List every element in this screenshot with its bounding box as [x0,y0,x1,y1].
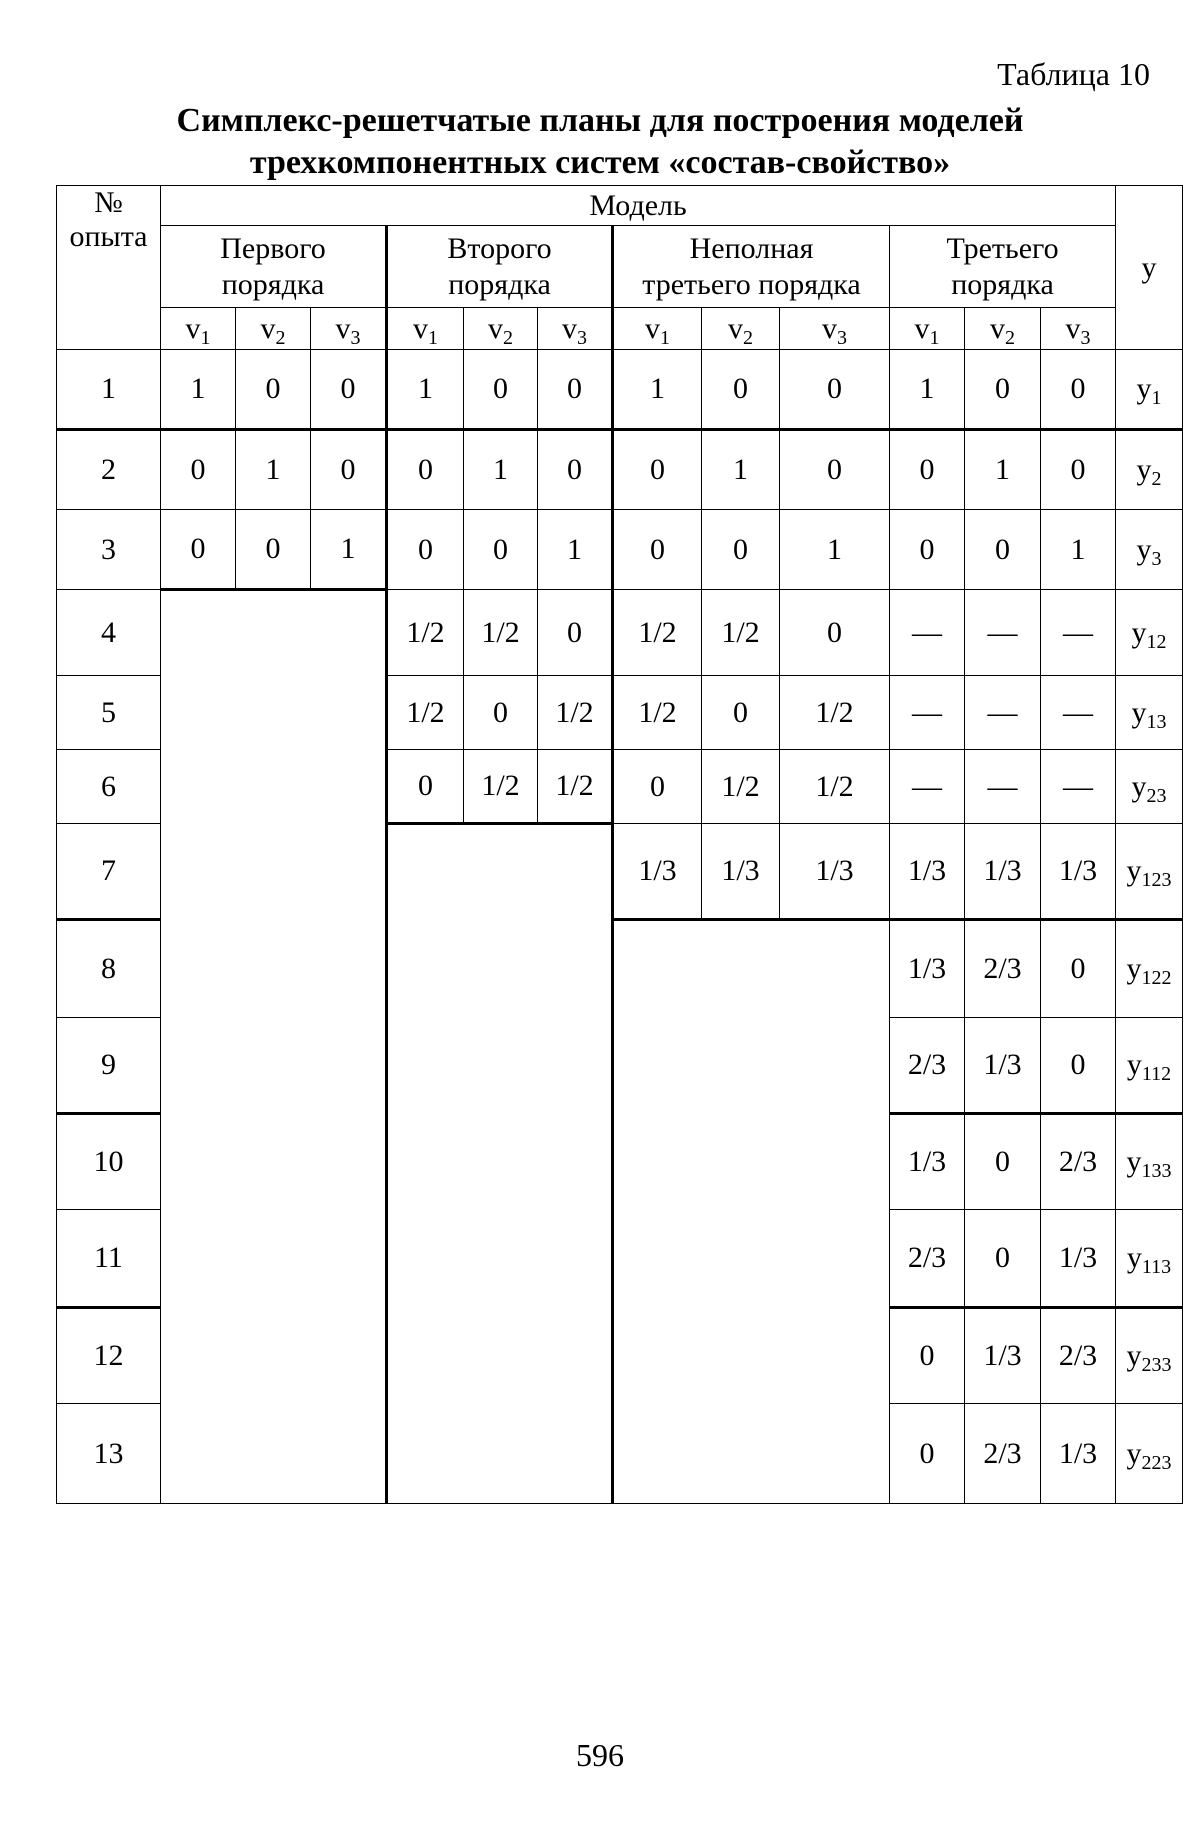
cell-g4-v3: 1/3 [1041,1404,1116,1504]
cell-g4-v1: 0 [890,1404,965,1504]
cell-g1-v2: 1 [236,430,311,510]
response-y: $y_{113}$ [1116,1210,1183,1308]
row-number: 12 [57,1308,161,1404]
cell-g1-v2: 0 [236,510,311,590]
cell-g4-v2: 2/3 [965,1404,1041,1504]
header-var-g1-v3: $v_3$ [311,308,387,350]
cell-g4-v2: 0 [965,1210,1041,1308]
row-number: 7 [57,824,161,920]
cell-g2-v2: 1/2 [464,590,538,676]
cell-g3-v3: 0 [780,590,890,676]
header-group-1: Первого порядка [161,226,387,308]
header-num: № опыта [57,186,161,350]
header-group-2: Второго порядка [387,226,613,308]
header-group-3: Неполная третьего порядка [613,226,890,308]
header-var-g3-v1: $v_1$ [613,308,702,350]
cell-g4-v1: 1 [890,350,965,430]
response-y: $y_{122}$ [1116,920,1183,1018]
cell-g2-v2: 1 [464,430,538,510]
response-y: $y_3$ [1116,510,1183,590]
response-y: $y_{123}$ [1116,824,1183,920]
cell-g4-v1: 1/3 [890,824,965,920]
table-row [57,590,1183,676]
cell-g2-v2: 1/2 [464,750,538,824]
cell-g3-v3: 1 [780,510,890,590]
cell-g2-v3: 1 [538,510,613,590]
row-number: 11 [57,1210,161,1308]
row-number: 3 [57,510,161,590]
row-number: 13 [57,1404,161,1504]
cell-g4-v3: 2/3 [1041,1308,1116,1404]
response-y: $y_2$ [1116,430,1183,510]
empty-region-incomplete-third-order [613,920,890,1504]
cell-g4-v2: 0 [965,1114,1041,1210]
cell-g4-v2: — [965,676,1041,750]
title-line-1: Симплекс-решетчатые планы для построения моделей [176,102,1024,139]
cell-g1-v3: 0 [311,350,387,430]
cell-g2-v1: 0 [387,430,464,510]
cell-g3-v3: 0 [780,430,890,510]
cell-g2-v1: 0 [387,750,464,824]
row-number: 5 [57,676,161,750]
cell-g4-v1: — [890,590,965,676]
response-y: $y_{133}$ [1116,1114,1183,1210]
cell-g4-v2: 2/3 [965,920,1041,1018]
cell-g4-v1: — [890,676,965,750]
cell-g4-v1: 0 [890,510,965,590]
table-row [57,430,1183,510]
cell-g4-v3: 0 [1041,430,1116,510]
response-y: $y_{223}$ [1116,1404,1183,1504]
cell-g3-v2: 0 [702,510,780,590]
header-var-g2-v2: $v_2$ [464,308,538,350]
cell-g4-v2: — [965,750,1041,824]
cell-g2-v1: 0 [387,510,464,590]
cell-g3-v2: 1/2 [702,750,780,824]
cell-g3-v2: 1/3 [702,824,780,920]
cell-g3-v2: 0 [702,676,780,750]
header-var-g1-v1: $v_1$ [161,308,236,350]
cell-g2-v2: 0 [464,676,538,750]
cell-g4-v1: 2/3 [890,1210,965,1308]
cell-g3-v1: 1/3 [613,824,702,920]
cell-g4-v3: — [1041,590,1116,676]
cell-g4-v1: 0 [890,1308,965,1404]
cell-g3-v1: 1/2 [613,676,702,750]
cell-g4-v3: — [1041,750,1116,824]
header-group-4: Третьего порядка [890,226,1116,308]
cell-g3-v1: 0 [613,510,702,590]
cell-g1-v3: 1 [311,510,387,590]
response-y: $y_{112}$ [1116,1018,1183,1114]
cell-g4-v2: 1/3 [965,1018,1041,1114]
cell-g4-v3: 1/3 [1041,824,1116,920]
header-var-g1-v2: $v_2$ [236,308,311,350]
cell-g4-v3: 0 [1041,1018,1116,1114]
table-caption: Таблица 10 [997,56,1150,92]
table-row [57,510,1183,590]
header-var-g4-v1: $v_1$ [890,308,965,350]
cell-g4-v3: 2/3 [1041,1114,1116,1210]
cell-g2-v2: 0 [464,350,538,430]
cell-g4-v3: 0 [1041,350,1116,430]
row-number: 10 [57,1114,161,1210]
row-number: 8 [57,920,161,1018]
row-number: 6 [57,750,161,824]
cell-g3-v2: 0 [702,350,780,430]
cell-g2-v3: 0 [538,350,613,430]
cell-g3-v3: 1/3 [780,824,890,920]
cell-g4-v1: 1/3 [890,920,965,1018]
cell-g4-v2: 1/3 [965,824,1041,920]
cell-g3-v3: 1/2 [780,750,890,824]
cell-g4-v3: 0 [1041,920,1116,1018]
cell-g4-v1: 2/3 [890,1018,965,1114]
cell-g3-v1: 0 [613,750,702,824]
cell-g1-v1: 1 [161,350,236,430]
cell-g4-v2: 0 [965,510,1041,590]
cell-g3-v3: 0 [780,350,890,430]
cell-g3-v1: 1 [613,350,702,430]
title-line-2: трехкомпонентных систем «состав-свойство» [249,144,951,181]
simplex-lattice-table [56,185,1183,1504]
cell-g3-v3: 1/2 [780,676,890,750]
cell-g1-v1: 0 [161,510,236,590]
cell-g4-v2: 1 [965,430,1041,510]
header-var-g3-v3: $v_3$ [780,308,890,350]
response-y: $y_{233}$ [1116,1308,1183,1404]
cell-g4-v3: — [1041,676,1116,750]
response-y: $y_{13}$ [1116,676,1183,750]
empty-region-first-order [161,590,387,1504]
row-number: 9 [57,1018,161,1114]
row-number: 2 [57,430,161,510]
table-row [57,350,1183,430]
empty-region-second-order [387,824,613,1504]
header-var-g4-v3: $v_3$ [1041,308,1116,350]
cell-g2-v1: 1 [387,350,464,430]
cell-g4-v1: 1/3 [890,1114,965,1210]
table-title [0,100,1200,184]
cell-g3-v2: 1/2 [702,590,780,676]
cell-g2-v1: 1/2 [387,676,464,750]
cell-g4-v3: 1 [1041,510,1116,590]
cell-g4-v3: 1/3 [1041,1210,1116,1308]
row-number: 4 [57,590,161,676]
cell-g2-v1: 1/2 [387,590,464,676]
cell-g4-v2: 1/3 [965,1308,1041,1404]
cell-g3-v1: 1/2 [613,590,702,676]
cell-g2-v3: 0 [538,590,613,676]
cell-g4-v2: 0 [965,350,1041,430]
header-model: Модель [161,186,1116,226]
row-number: 1 [57,350,161,430]
cell-g3-v2: 1 [702,430,780,510]
cell-g3-v1: 0 [613,430,702,510]
header-var-g2-v1: $v_1$ [387,308,464,350]
header-var-g4-v2: $v_2$ [965,308,1041,350]
cell-g1-v1: 0 [161,430,236,510]
cell-g1-v3: 0 [311,430,387,510]
cell-g2-v3: 0 [538,430,613,510]
cell-g2-v3: 1/2 [538,676,613,750]
cell-g4-v1: — [890,750,965,824]
response-y: $y_{12}$ [1116,590,1183,676]
cell-g2-v2: 0 [464,510,538,590]
cell-g1-v2: 0 [236,350,311,430]
cell-g2-v3: 1/2 [538,750,613,824]
header-var-g2-v3: $v_3$ [538,308,613,350]
cell-g4-v2: — [965,590,1041,676]
header-y: y [1116,186,1183,350]
header-var-g3-v2: $v_2$ [702,308,780,350]
response-y: $y_{23}$ [1116,750,1183,824]
page-number: 596 [576,1737,624,1773]
response-y: $y_1$ [1116,350,1183,430]
cell-g4-v1: 0 [890,430,965,510]
